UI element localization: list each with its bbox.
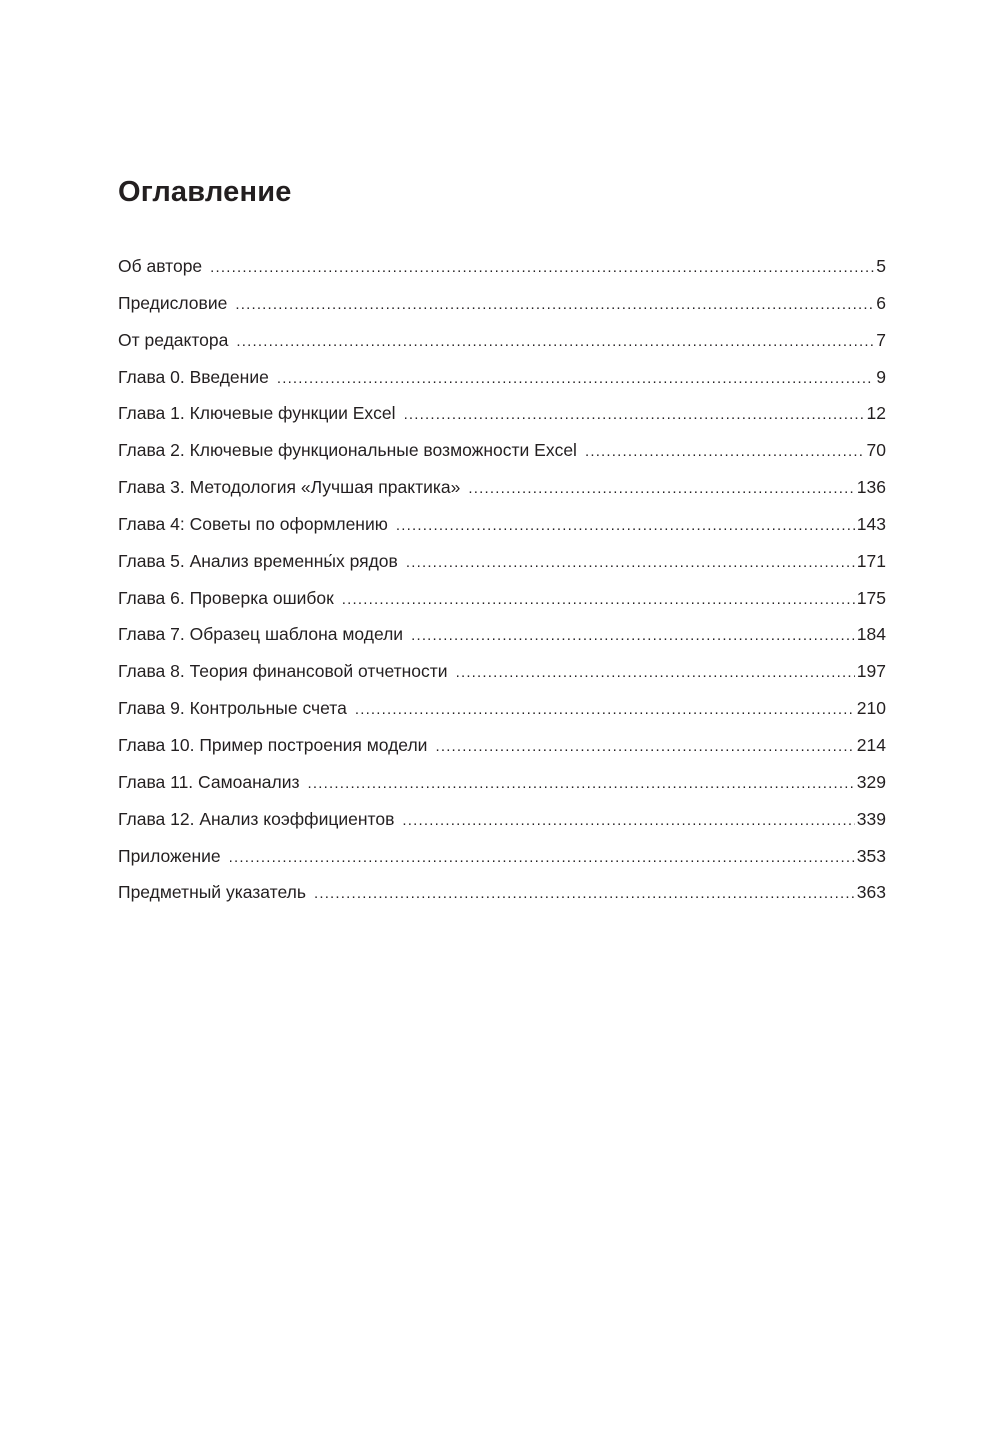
- toc-entry-page: 363: [856, 882, 886, 903]
- toc-entry[interactable]: [118, 619, 886, 656]
- toc-entry[interactable]: [118, 877, 886, 914]
- toc-entry-page: 175: [856, 587, 886, 608]
- toc-entry-label: Глава 4: Советы по оформлению: [118, 513, 388, 534]
- toc-entry-page: 353: [856, 845, 886, 866]
- toc-entry[interactable]: [118, 398, 886, 435]
- page-title: Оглавление: [118, 176, 292, 208]
- toc-entry-page: 329: [856, 771, 886, 792]
- dot-leader: [402, 806, 854, 836]
- toc-entry[interactable]: [118, 656, 886, 693]
- toc-entry-label: От редактора: [118, 329, 229, 350]
- dot-leader: [355, 695, 855, 725]
- toc-entry-label: Глава 10. Пример построения модели: [118, 734, 428, 755]
- dot-leader: [229, 843, 855, 873]
- toc-entry-page: 5: [876, 256, 886, 276]
- toc-entry[interactable]: [118, 362, 886, 399]
- dot-leader: [411, 621, 855, 651]
- toc-entry-label: Глава 2. Ключевые функциональные возможности Excel: [118, 440, 577, 461]
- toc-entry-label: Глава 3. Методология «Лучшая практика»: [118, 477, 461, 498]
- toc-entry-page: 143: [856, 513, 886, 534]
- toc-entry[interactable]: [118, 693, 886, 730]
- dot-leader: [236, 327, 874, 357]
- toc-entry[interactable]: [118, 583, 886, 620]
- toc-entry-page: 171: [856, 550, 886, 571]
- toc-entry[interactable]: [118, 509, 886, 546]
- toc-entry-page: 9: [876, 366, 886, 387]
- dot-leader: [314, 879, 855, 909]
- toc-entry[interactable]: [118, 472, 886, 509]
- toc-entry-label: Глава 0. Введение: [118, 366, 269, 387]
- toc-entry-page: 210: [856, 698, 886, 719]
- toc-entry-page: 339: [856, 808, 886, 829]
- toc-entry-label: Предисловие: [118, 292, 228, 313]
- toc-entry[interactable]: [118, 767, 886, 804]
- toc-entry-page: 197: [856, 661, 886, 682]
- toc-entry-label: Об авторе: [118, 256, 203, 276]
- dot-leader: [235, 290, 874, 320]
- dot-leader: [435, 732, 854, 762]
- dot-leader: [585, 437, 865, 467]
- dot-leader: [406, 548, 855, 578]
- toc-entry[interactable]: [118, 546, 886, 583]
- toc-entry-page: 136: [856, 477, 886, 498]
- dot-leader: [342, 585, 855, 615]
- toc-entry-page: 7: [876, 329, 886, 350]
- toc-entry-label: Глава 5. Анализ временны́х рядов: [118, 550, 398, 571]
- toc-entry[interactable]: [118, 730, 886, 767]
- toc-entry-page: 70: [866, 440, 886, 461]
- toc-entry-label: Глава 1. Ключевые функции Excel: [118, 403, 396, 424]
- dot-leader: [456, 658, 855, 688]
- dot-leader: [308, 769, 855, 799]
- toc-entry-page: 12: [866, 403, 886, 424]
- toc-entry[interactable]: [118, 251, 886, 288]
- dot-leader: [404, 400, 865, 430]
- toc-entry-label: Предметный указатель: [118, 882, 306, 903]
- dot-leader: [210, 253, 874, 283]
- toc-entry-label: Глава 6. Проверка ошибок: [118, 587, 334, 608]
- toc-entry-label: Глава 7. Образец шаблона модели: [118, 624, 404, 645]
- dot-leader: [396, 511, 855, 541]
- toc-entry-label: Глава 12. Анализ коэффициентов: [118, 808, 395, 829]
- toc-entry[interactable]: [118, 435, 886, 472]
- toc-entry[interactable]: [118, 325, 886, 362]
- dot-leader: [468, 474, 854, 504]
- toc-entry-page: 184: [856, 624, 886, 645]
- dot-leader: [277, 364, 874, 394]
- toc-entry-page: 214: [856, 734, 886, 755]
- toc-entry-label: Приложение: [118, 845, 221, 866]
- toc-entry-label: Глава 11. Самоанализ: [118, 771, 300, 792]
- toc-entry[interactable]: [118, 288, 886, 325]
- toc-entry-label: Глава 9. Контрольные счета: [118, 698, 347, 719]
- toc-entry-page: 6: [876, 292, 886, 313]
- toc-entry-label: Глава 8. Теория финансовой отчетности: [118, 661, 448, 682]
- toc-entry[interactable]: [118, 804, 886, 841]
- table-of-contents: [118, 251, 886, 914]
- toc-entry[interactable]: [118, 841, 886, 878]
